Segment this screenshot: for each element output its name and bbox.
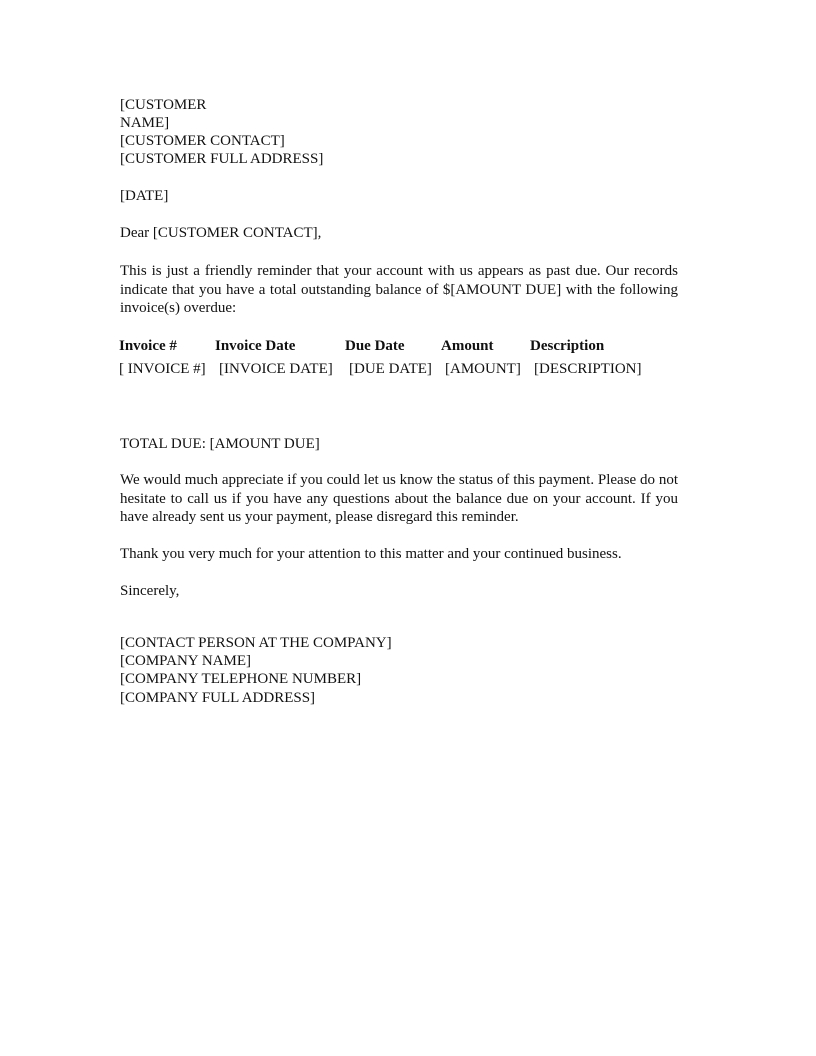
- intro-paragraph: This is just a friendly reminder that your account with us appears as past due. Our records indicate that you have a total outstanding balance of $[AMOUNT DUE] with the following invoice(s) overdue:: [120, 263, 678, 317]
- table-header-due-date: Due Date: [345, 338, 405, 354]
- table-cell-invoice-date: [INVOICE DATE]: [219, 361, 333, 377]
- table-cell-due-date: [DUE DATE]: [349, 361, 432, 377]
- letter-date: [DATE]: [120, 188, 169, 204]
- total-due: TOTAL DUE: [AMOUNT DUE]: [120, 436, 320, 452]
- table-cell-invoice-number: [ INVOICE #]: [119, 361, 206, 377]
- recipient-contact: [CUSTOMER CONTACT]: [120, 133, 285, 149]
- thanks-paragraph: Thank you very much for your attention to this matter and your continued business.: [120, 546, 622, 562]
- table-header-amount: Amount: [441, 338, 494, 354]
- table-header-invoice-date: Invoice Date: [215, 338, 296, 354]
- table-cell-amount: [AMOUNT]: [445, 361, 521, 377]
- sender-company-name: [COMPANY NAME]: [120, 653, 251, 669]
- table-header-description: Description: [530, 338, 605, 354]
- table-header-invoice-number: Invoice #: [119, 338, 177, 354]
- sender-address: [COMPANY FULL ADDRESS]: [120, 690, 316, 706]
- status-paragraph: We would much appreciate if you could let us know the status of this payment. Please do not hesitate to call us if you have any questions about the balance due on your account. If you have already sent us your payment, please disregard this reminder.: [120, 472, 678, 526]
- sender-telephone: [COMPANY TELEPHONE NUMBER]: [120, 671, 362, 687]
- salutation: Dear [CUSTOMER CONTACT],: [120, 225, 322, 241]
- recipient-name-line-2: NAME]: [120, 115, 170, 131]
- closing: Sincerely,: [120, 583, 180, 599]
- recipient-name-line-1: [CUSTOMER: [120, 97, 207, 113]
- sender-contact-person: [CONTACT PERSON AT THE COMPANY]: [120, 635, 392, 651]
- table-cell-description: [DESCRIPTION]: [534, 361, 642, 377]
- recipient-address: [CUSTOMER FULL ADDRESS]: [120, 151, 324, 167]
